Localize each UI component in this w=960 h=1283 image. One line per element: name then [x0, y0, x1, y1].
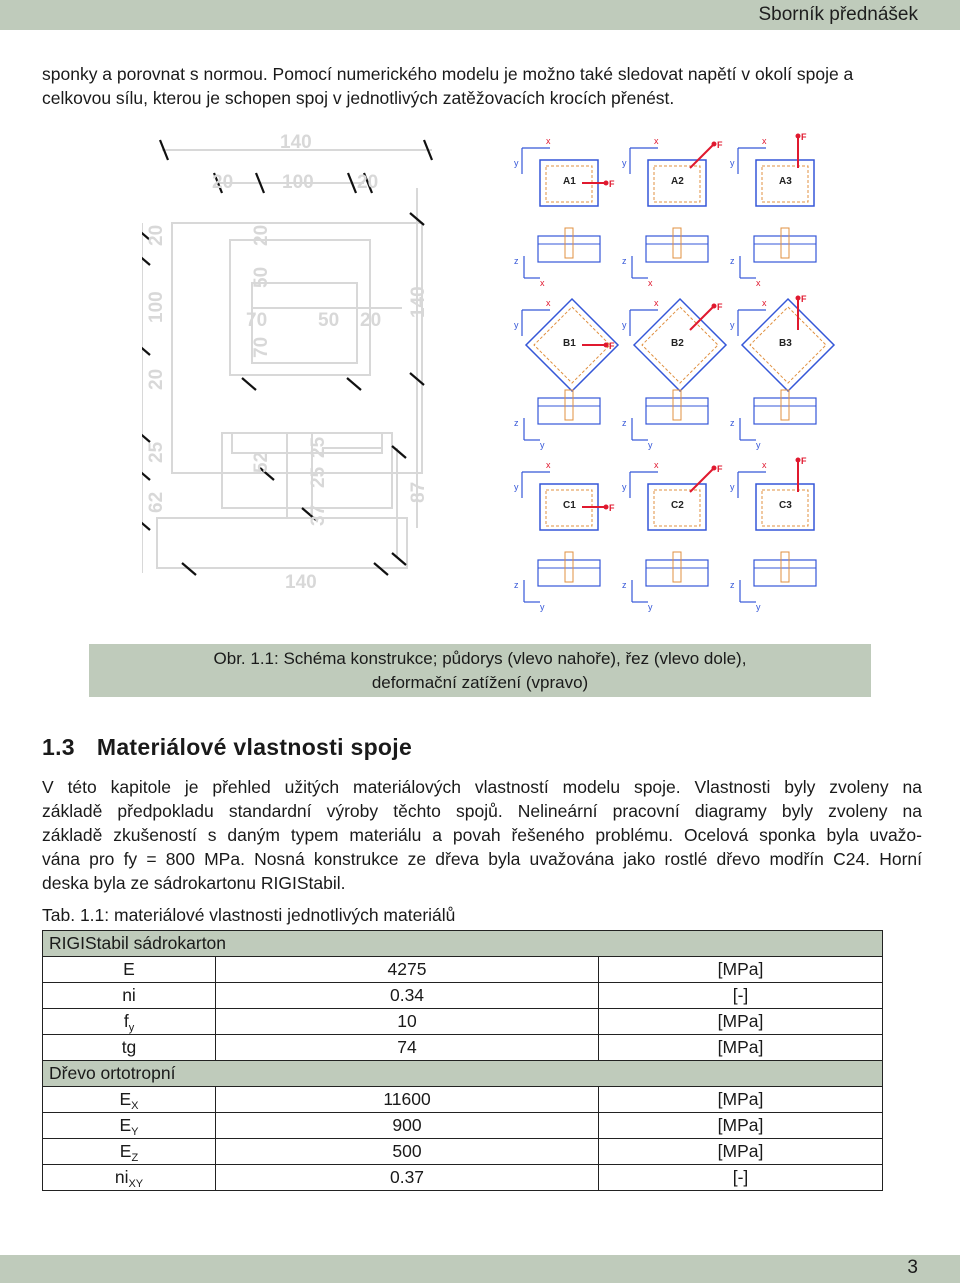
load-cases-drawing [510, 128, 840, 618]
group-header-row [43, 931, 883, 957]
paragraph-line: základě zkušeností s daným typem materiálu a povah řešeného problému. Ocelová sponka byla uvažo- [42, 825, 922, 845]
section-paragraph [42, 775, 922, 895]
dim-inner-70a: 70 [246, 310, 268, 331]
case-label: A2 [671, 176, 684, 187]
page-number: 3 [907, 1257, 918, 1278]
axis-x-label: x [654, 136, 659, 146]
value-cell: 500 [216, 1139, 599, 1165]
dim-inner-20h: 20 [360, 310, 382, 331]
force-label: F [609, 503, 615, 513]
caption-line-2: deformační zatížení (vpravo) [371, 673, 589, 692]
table-row [43, 1087, 883, 1113]
table-row [43, 1009, 883, 1035]
case-label: C2 [671, 500, 684, 511]
group-title: RIGIStabil sádrokarton [43, 931, 883, 957]
axis-z-label: z [730, 256, 735, 266]
axis-y-label: y [730, 320, 735, 330]
symbol-cell: tg [43, 1035, 216, 1061]
axis-y-label: y [730, 158, 735, 168]
table-row [43, 1113, 883, 1139]
axis-x-label: x [762, 460, 767, 470]
value-cell: 4275 [216, 957, 599, 983]
load-case-b2 [622, 298, 726, 450]
dim-20-side-c: 20 [146, 368, 167, 390]
unit-cell: [-] [599, 1165, 883, 1191]
dim-inner-20: 20 [251, 224, 272, 246]
axis-side-label: y [540, 602, 545, 612]
axis-side-label: y [756, 602, 761, 612]
dim-100-top: 100 [282, 172, 314, 193]
load-case-b3 [730, 294, 834, 450]
dim-140-top: 140 [280, 132, 312, 153]
force-label: F [801, 132, 807, 142]
symbol-cell: ni [43, 983, 216, 1009]
section-heading [42, 734, 412, 761]
dim-100-side: 100 [146, 291, 167, 323]
table-row [43, 1165, 883, 1191]
value-cell: 10 [216, 1009, 599, 1035]
dim-20-side-a: 20 [146, 224, 167, 246]
axis-y-label: y [622, 482, 627, 492]
axis-y-label: y [622, 320, 627, 330]
dim-140-right: 140 [408, 286, 429, 318]
dim-inner-50h: 50 [318, 310, 340, 331]
axis-side-label: y [756, 440, 761, 450]
table-caption: Tab. 1.1: materiálové vlastnosti jednotlivých materiálů [42, 905, 456, 925]
running-title: Sborník přednášek [758, 4, 918, 25]
axis-z-label: z [622, 580, 627, 590]
axis-z-label: z [622, 418, 627, 428]
axis-y-label: y [514, 158, 519, 168]
unit-cell: [MPa] [599, 1035, 883, 1061]
symbol-cell: $E_Y$ [43, 1113, 216, 1139]
axis-side-label: y [648, 602, 653, 612]
unit-cell: [MPa] [599, 957, 883, 983]
group-title: Dřevo ortotropní [43, 1061, 883, 1087]
value-cell: 0.34 [216, 983, 599, 1009]
load-case-a3 [730, 132, 816, 288]
dim-inner-50: 50 [251, 266, 272, 288]
force-label: F [609, 179, 615, 189]
axis-x-label: x [654, 460, 659, 470]
symbol-cell: E [43, 957, 216, 983]
axis-side-label: x [540, 278, 545, 288]
load-case-c2 [622, 460, 723, 612]
case-label: B3 [779, 338, 792, 349]
case-label: C1 [563, 500, 576, 511]
figure-caption [89, 644, 871, 697]
case-label: B2 [671, 338, 684, 349]
force-label: F [609, 341, 615, 351]
axis-z-label: z [514, 580, 519, 590]
unit-cell: [MPa] [599, 1087, 883, 1113]
axis-z-label: z [730, 580, 735, 590]
unit-cell: [-] [599, 983, 883, 1009]
axis-z-label: z [514, 418, 519, 428]
axis-y-label: y [730, 482, 735, 492]
axis-x-label: x [546, 460, 551, 470]
dim-inner-70b: 70 [251, 336, 272, 358]
axis-x-label: x [546, 298, 551, 308]
dim-52: 52 [251, 451, 272, 473]
dim-25: 25 [146, 441, 167, 463]
force-label: F [717, 140, 723, 150]
axis-side-label: x [648, 278, 653, 288]
case-label: A3 [779, 176, 792, 187]
table-row [43, 1139, 883, 1165]
force-label: F [717, 302, 723, 312]
paragraph-line: vána pro fy = 800 MPa. Nosná konstrukce ze dřeva byla uvažována jako rostlé dřevo modřín C24. Horní [42, 849, 922, 869]
material-properties-table [42, 930, 883, 1191]
dim-87: 87 [408, 481, 429, 503]
axis-y-label: y [514, 320, 519, 330]
load-case-a1 [514, 136, 615, 288]
construction-scheme-drawing [142, 128, 442, 608]
value-cell: 74 [216, 1035, 599, 1061]
axis-x-label: x [762, 298, 767, 308]
symbol-cell: $f_y$ [43, 1009, 216, 1035]
axis-side-label: y [540, 440, 545, 450]
value-cell: 900 [216, 1113, 599, 1139]
force-label: F [801, 294, 807, 304]
axis-y-label: y [514, 482, 519, 492]
paragraph-line: základě předpokladu standardní výroby těchto spojů. Nelineární pracovní diagramy byly zvoleny na [42, 801, 922, 821]
paragraph-line: V této kapitole je přehled užitých materiálových vlastností modelu spoje. Vlastnosti byly zvoleny na [42, 777, 922, 797]
axis-z-label: z [730, 418, 735, 428]
axis-side-label: x [756, 278, 761, 288]
dim-20-right: 20 [357, 172, 379, 193]
section-number: 1.3 [42, 734, 75, 760]
unit-cell: [MPa] [599, 1113, 883, 1139]
unit-cell: [MPa] [599, 1009, 883, 1035]
caption-line-1: Obr. 1.1: Schéma konstrukce; půdorys (vlevo nahoře), řez (vlevo dole), [213, 649, 747, 668]
dim-25a: 25 [308, 436, 329, 458]
axis-side-label: y [648, 440, 653, 450]
case-label: C3 [779, 500, 792, 511]
case-label: A1 [563, 176, 576, 187]
table-row [43, 1035, 883, 1061]
intro-paragraph: sponky a porovnat s normou. Pomocí numerického modelu je možno také sledovat napětí v okolí spoje a celkovou sílu, kterou je schopen spoj v jednotlivých zatěžovacích krocích přenést. [42, 64, 854, 108]
value-cell: 0.37 [216, 1165, 599, 1191]
section-title: Materiálové vlastnosti spoje [96, 734, 413, 760]
dim-20-left: 20 [212, 172, 234, 193]
dim-62: 62 [146, 491, 167, 513]
dim-25b: 25 [308, 466, 329, 488]
unit-cell: [MPa] [599, 1139, 883, 1165]
load-case-b1 [514, 298, 618, 450]
load-case-a2 [622, 136, 723, 288]
symbol-cell: $E_X$ [43, 1087, 216, 1113]
table-row [43, 983, 883, 1009]
symbol-cell: $ni_{XY}$ [43, 1165, 216, 1191]
axis-z-label: z [622, 256, 627, 266]
load-case-c3 [730, 456, 816, 612]
group-header-row [43, 1061, 883, 1087]
axis-x-label: x [546, 136, 551, 146]
footer-band [0, 1255, 960, 1283]
symbol-cell: $E_Z$ [43, 1139, 216, 1165]
force-label: F [717, 464, 723, 474]
value-cell: 11600 [216, 1087, 599, 1113]
load-case-c1 [514, 460, 615, 612]
axis-y-label: y [622, 158, 627, 168]
table-row [43, 957, 883, 983]
axis-z-label: z [514, 256, 519, 266]
paragraph-line: deska byla ze sádrokartonu RIGIStabil. [42, 873, 346, 893]
axis-x-label: x [762, 136, 767, 146]
axis-x-label: x [654, 298, 659, 308]
dim-140-bottom: 140 [285, 572, 317, 593]
force-label: F [801, 456, 807, 466]
header-band [0, 0, 960, 30]
case-label: B1 [563, 338, 576, 349]
dim-37: 37 [308, 504, 329, 526]
